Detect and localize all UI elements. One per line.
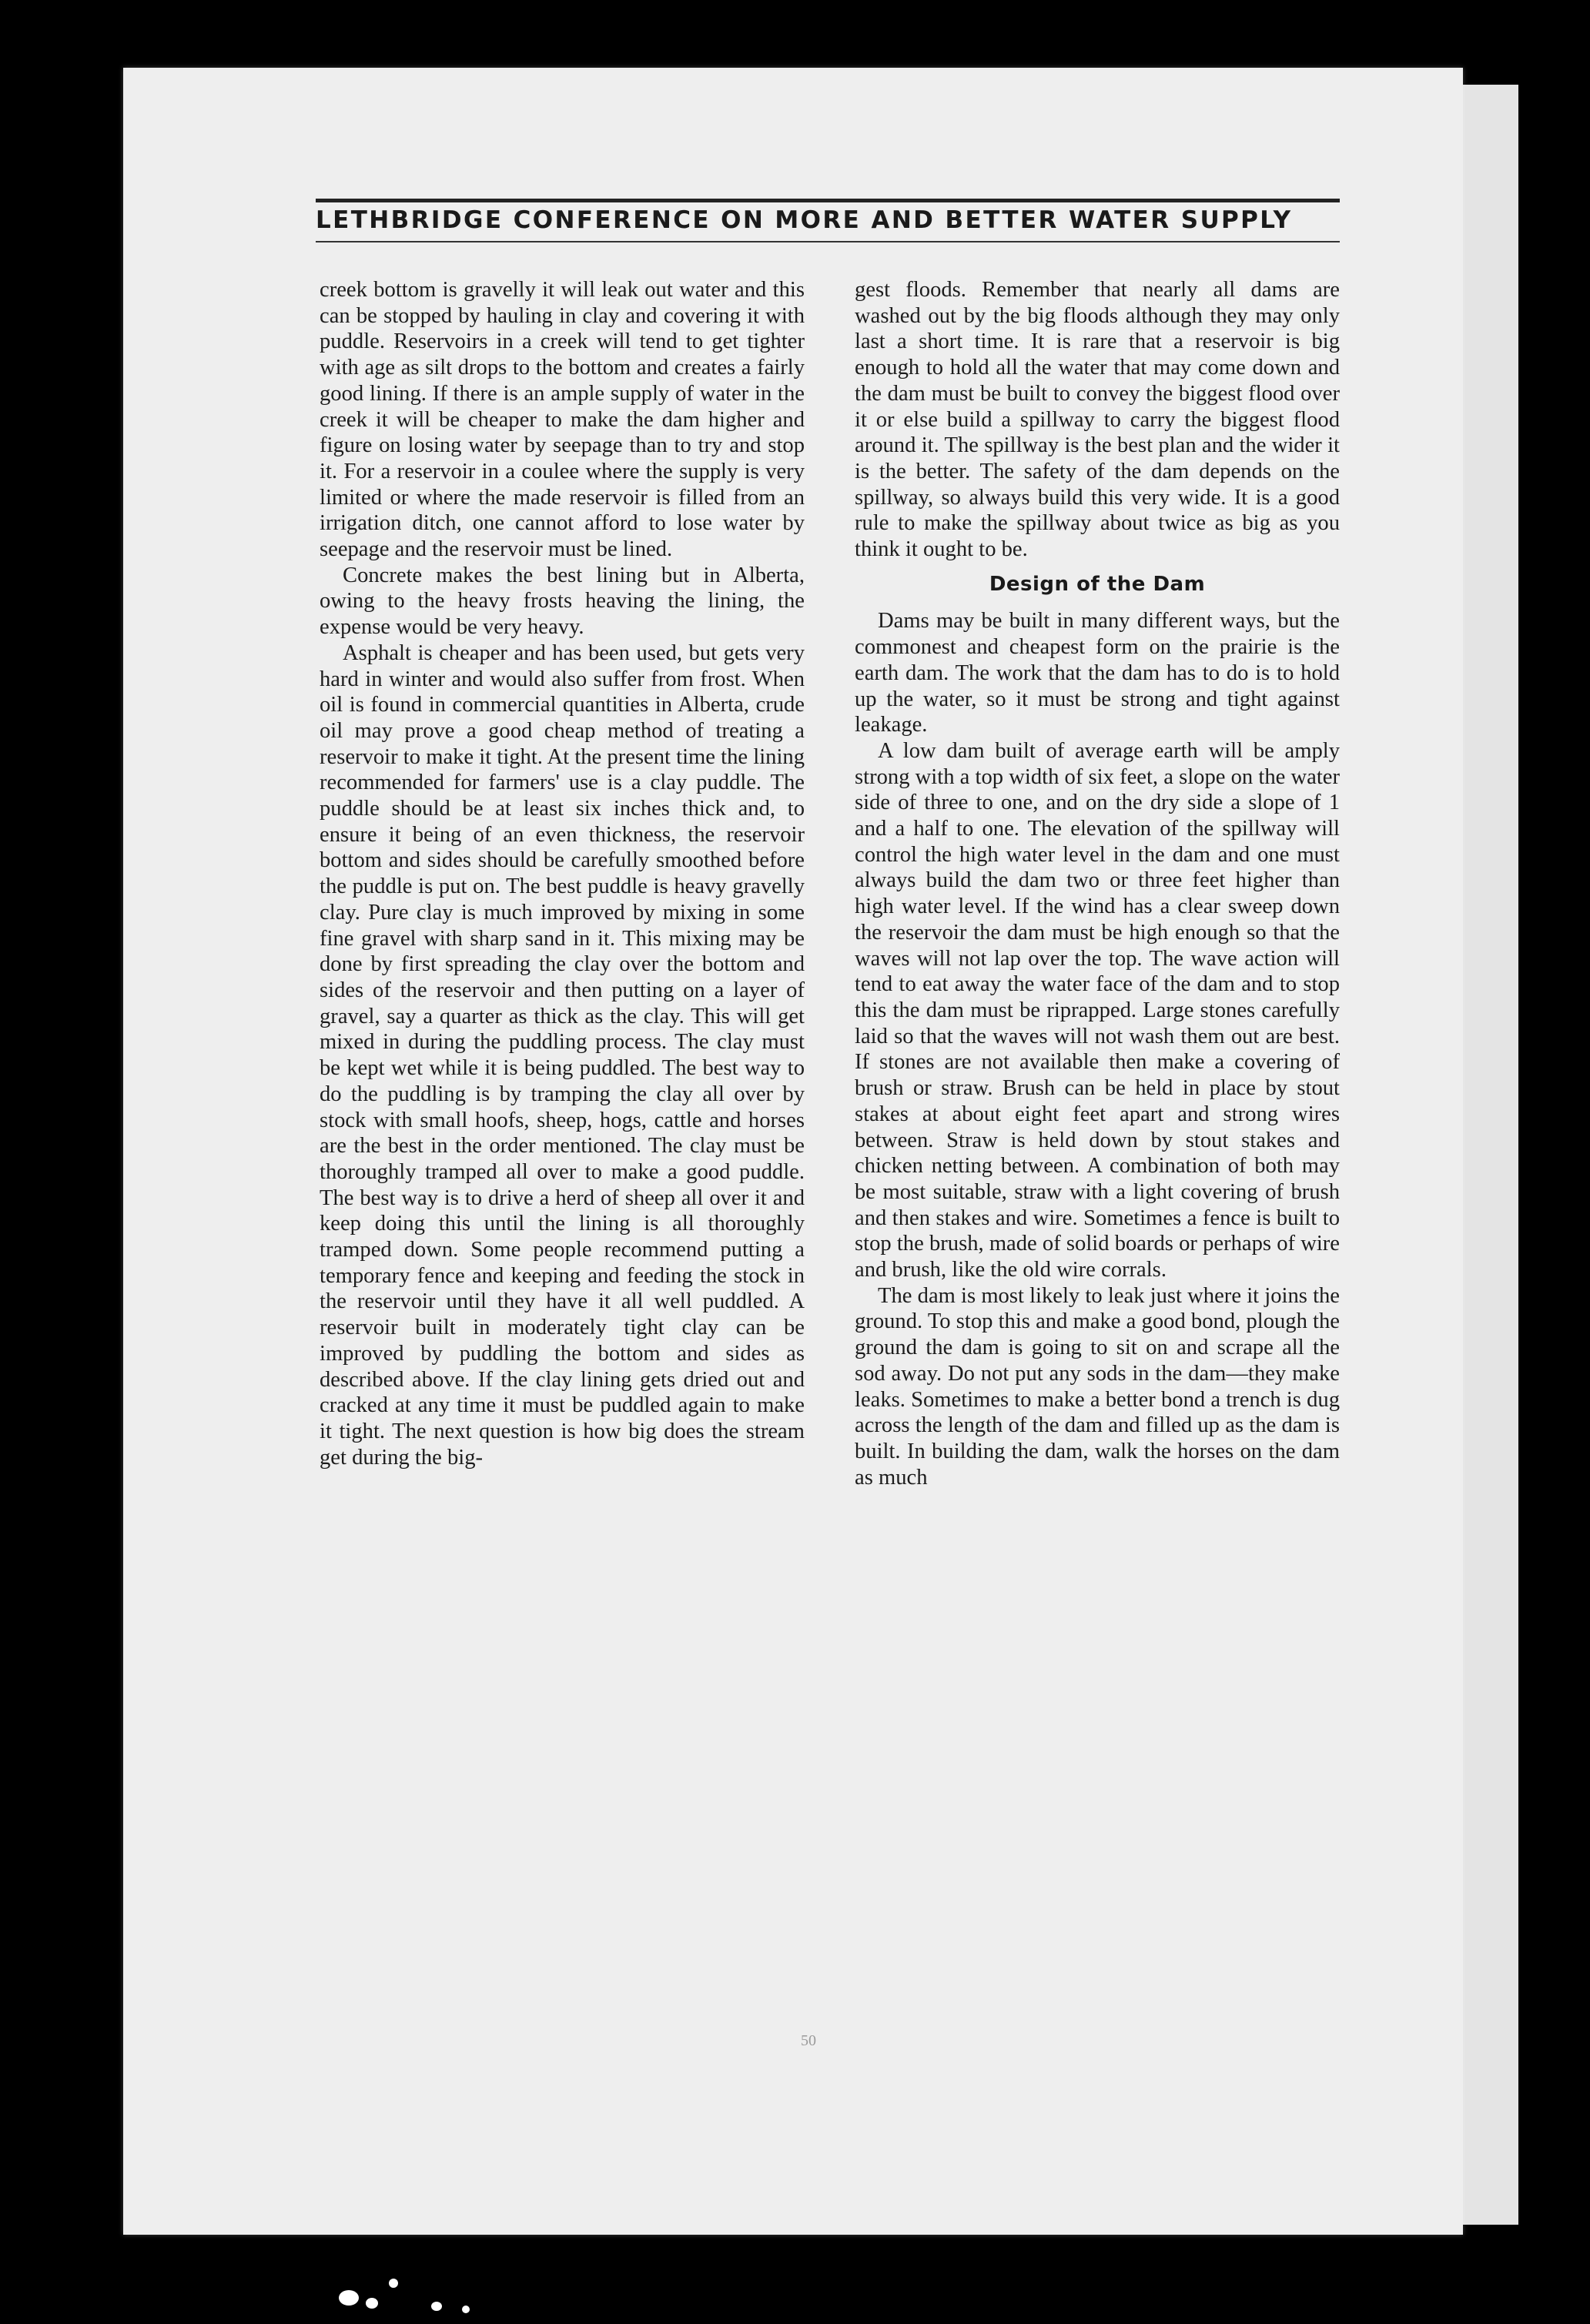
page-number: 50	[801, 2032, 816, 2049]
section-heading: Design of the Dam	[989, 572, 1206, 596]
scan-speck	[389, 2279, 398, 2288]
scan-speck	[431, 2302, 442, 2311]
left-paragraph-2: Concrete makes the best lining but in Alberta, owing to the heavy frosts heaving the lining, the expense would be very heavy.	[320, 563, 805, 640]
header-bottom-rule	[316, 241, 1340, 242]
header-top-rule	[316, 199, 1340, 202]
right-paragraph-2: Dams may be built in many different ways, but the commonest and cheapest form on the prairie is the earth dam. The work that the dam has to do is to hold up the water, so it must be strong and tight against leakage.	[855, 609, 1340, 737]
scan-speck	[462, 2306, 470, 2313]
right-text-column	[855, 277, 1340, 1490]
left-paragraph-3: Asphalt is cheaper and has been used, but gets very hard in winter and would also suffer from frost. When oil is found in commercial quantities in Alberta, crude oil may prove a good cheap method of treating a reservoir to make it tight. At the present time the lining recommended for farmers' use is a clay puddle. The puddle should be at least six inches thick and, to ensure it being of an even thickness, the reservoir bottom and sides should be carefully smoothed before the puddle is put on. The best puddle is heavy gravelly clay. Pure clay is much improved by mixing in some fine gravel with sharp sand in it. This mixing may be done by first spreading the clay over the bottom and sides of the reservoir and then putting on a layer of gravel, say a quarter as thick as the clay. This will get mixed in during the puddling process. The clay must be kept wet while it is being puddled. The best way to do the puddling is by tramping the clay all over by stock with small hoofs, sheep, hogs, cattle and horses are the best in the order mentioned. The clay must be thoroughly tramped all over to make a good puddle. The best way is to drive a herd of sheep all over it and keep doing this until the lining is all thoroughly tramped down. Some people recommend putting a temporary fence and keeping and feeding the stock in the reservoir until they have it all well puddled. A reservoir built in moderately tight clay can be improved by puddling the bottom and sides as described above. If the clay lining gets dried out and cracked at any time it must be puddled again to make it tight. The next question is how big does the stream get during the big-	[320, 640, 805, 1470]
underlying-sheet-edge	[1463, 85, 1518, 2225]
right-paragraph-1: gest floods. Remember that nearly all dams are washed out by the big floods although they may only last a short time. It is rare that a reservoir is big enough to hold all the water that may come down and the dam must be built to convey the biggest flood over it or else build a spillway to carry the biggest flood around it. The spillway is the best plan and the wider it is the better. The safety of the dam depends on the spillway, so always build this very wide. It is a good rule to make the spillway about twice as big as you think it ought to be.	[855, 278, 1340, 562]
right-paragraph-3: A low dam built of average earth will be amply strong with a top width of six feet, a slope on the water side of three to one, and on the dry side a slope of 1 and a half to one. The elevation of the spillway will control the high water level in the dam and one must always build the dam two or three feet higher than high water level. If the wind has a clear sweep down the reservoir the dam must be high enough so that the waves will not lap over the top. The wave action will tend to eat away the water face of the dam and to stop this the dam must be riprapped. Large stones carefully laid so that the waves will not wash them out are best. If stones are not available then make a covering of brush or straw. Brush can be held in place by stout stakes at about eight feet apart and strong wires between. Straw is held down by stout stakes and chicken netting between. A combination of both may be most suitable, straw with a light covering of brush and then stakes and wire. Sometimes a fence is built to stop the brush, made of solid boards or perhaps of wire and brush, like the old wire corrals.	[855, 738, 1340, 1282]
scan-speck	[366, 2298, 378, 2309]
right-paragraph-4: The dam is most likely to leak just where it joins the ground. To stop this and make a good bond, plough the ground the dam is going to sit on and scrape all the sod away. Do not put any sods in the dam—they make leaks. Sometimes to make a better bond a trench is dug across the length of the dam and filled up as the dam is built. In building the dam, walk the horses on the dam as much	[855, 1283, 1340, 1490]
running-header: LETHBRIDGE CONFERENCE ON MORE AND BETTER WATER SUPPLY	[316, 206, 1293, 234]
scan-speck	[339, 2290, 359, 2306]
left-paragraph-1: creek bottom is gravelly it will leak out water and this can be stopped by hauling in clay and covering it with puddle. Reservoirs in a creek will tend to get tighter with age as silt drops to the bottom and creates a fairly good lining. If there is an ample supply of water in the creek it will be cheaper to make the dam higher and figure on losing water by seepage than to try and stop it. For a reservoir in a coulee where the supply is very limited or where the made reservoir is filled from an irrigation ditch, one cannot afford to lose water by seepage and the reservoir must be lined.	[320, 278, 805, 562]
left-text-column	[320, 277, 805, 1470]
